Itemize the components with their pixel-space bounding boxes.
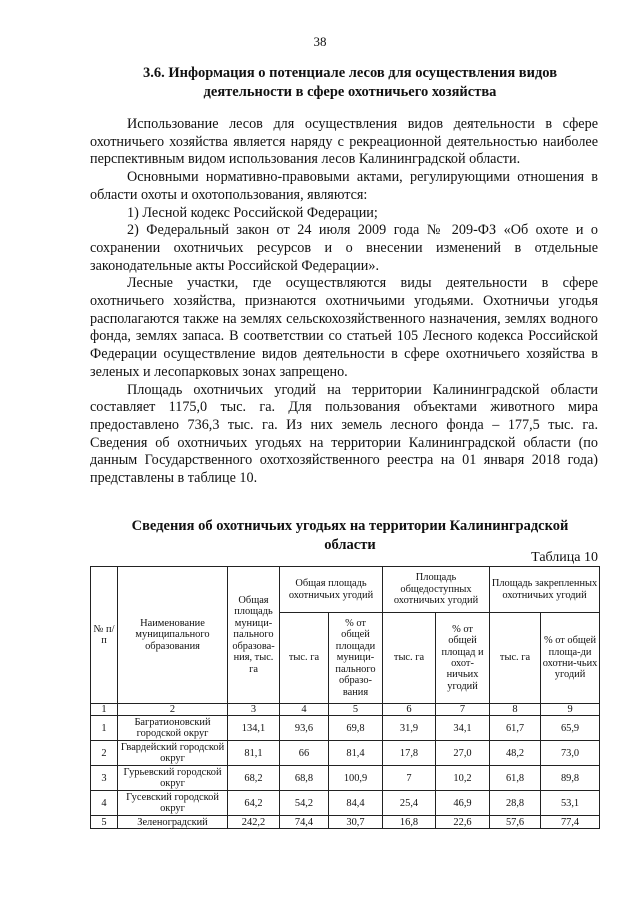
header-hunting-area: Общая площадь охотничьих угодий [280,567,383,613]
column-number: 3 [228,704,280,716]
hunting-area-cell: 54,2 [280,791,329,816]
public-pct-cell: 34,1 [436,716,490,741]
section-heading [100,64,600,102]
section-heading-line-2: деятельности в сфере охотничьего хозяйства [203,84,497,100]
total-area-cell: 64,2 [228,791,280,816]
row-number: 4 [91,791,118,816]
total-area-cell: 68,2 [228,766,280,791]
header-num: № п/п [91,567,118,704]
list-item-forest-code: 1) Лесной кодекс Российской Федерации; [127,204,378,221]
column-number: 9 [541,704,600,716]
column-numbers-row [91,704,600,716]
header-hunting-unit: тыс. га [280,613,329,704]
table-title [100,517,600,555]
column-number: 5 [329,704,383,716]
assigned-area-cell: 48,2 [490,741,541,766]
table-header-row-1 [91,567,600,613]
municipality-name: Багратионовский городской округ [118,716,228,741]
table-row [91,716,600,741]
header-assigned-pct: % от общей площа-ди охотни-чьих угодий [541,613,600,704]
public-area-cell: 16,8 [383,816,436,829]
table-row [91,791,600,816]
row-number: 3 [91,766,118,791]
hunting-pct-cell: 100,9 [329,766,383,791]
header-name: Наименование муниципального образования [118,567,228,704]
total-area-cell: 134,1 [228,716,280,741]
paragraph-legal-acts: Основными нормативно-правовыми актами, регулирующими отношения в области охоты и охотопользования, являются: [90,169,598,203]
table-row [91,766,600,791]
assigned-area-cell: 57,6 [490,816,541,829]
hunting-area-cell: 68,8 [280,766,329,791]
table-title-line-1: Сведения об охотничьих угодьях на территории Калининградской [131,518,569,534]
public-pct-cell: 22,6 [436,816,490,829]
total-area-cell: 242,2 [228,816,280,829]
table-row [91,741,600,766]
hunting-area-cell: 74,4 [280,816,329,829]
assigned-pct-cell: 73,0 [541,741,600,766]
hunting-pct-cell: 69,8 [329,716,383,741]
assigned-pct-cell: 89,8 [541,766,600,791]
column-number: 2 [118,704,228,716]
public-area-cell: 7 [383,766,436,791]
column-number: 7 [436,704,490,716]
total-area-cell: 81,1 [228,741,280,766]
municipality-name: Зеленоградский [118,816,228,829]
paragraph-forest-plots: Лесные участки, где осуществляются виды деятельности в сфере охотничьего хозяйства, признаются охотничьими угодьями. Охотничьи угодья располагаются также на землях сельскохозяйственного назначения, землях водного фонда, землях запаса. В соответствии со статьей 105 Лесного кодекса Российской Федерации осуществление видов деятельности в сфере охотничьего хозяйства в зеленых и лесопарковых зонах запрещено. [90,275,598,380]
row-number: 1 [91,716,118,741]
section-heading-line-1: 3.6. Информация о потенциале лесов для осуществления видов [142,65,558,81]
assigned-area-cell: 28,8 [490,791,541,816]
hunting-area-cell: 93,6 [280,716,329,741]
hunting-pct-cell: 84,4 [329,791,383,816]
header-total-area: Общая площадь муници-пального образова-ния, тыс. га [228,567,280,704]
column-number: 1 [91,704,118,716]
table-title-line-2: области [324,537,376,553]
assigned-area-cell: 61,7 [490,716,541,741]
public-pct-cell: 46,9 [436,791,490,816]
list-item-federal-law: 2) Федеральный закон от 24 июля 2009 года № 209-ФЗ «Об охоте и о сохранении охотничьих ресурсов и о внесении изменений в отдельные законодательные акты Российской Федерации». [90,222,598,274]
header-public-area: Площадь общедоступных охотничьих угодий [383,567,490,613]
municipality-name: Гурьевский городской округ [118,766,228,791]
table-label: Таблица 10 [531,550,598,565]
public-pct-cell: 10,2 [436,766,490,791]
hunting-area-cell: 66 [280,741,329,766]
public-pct-cell: 27,0 [436,741,490,766]
public-area-cell: 31,9 [383,716,436,741]
header-public-pct: % от общей площад и охот-ничьих угодий [436,613,490,704]
row-number: 2 [91,741,118,766]
header-public-unit: тыс. га [383,613,436,704]
assigned-pct-cell: 53,1 [541,791,600,816]
table-row [91,816,600,829]
body-text [90,116,598,488]
public-area-cell: 25,4 [383,791,436,816]
header-assigned-area: Площадь закрепленных охотничьих угодий [490,567,600,613]
hunting-grounds-table [90,566,600,829]
public-area-cell: 17,8 [383,741,436,766]
municipality-name: Гусевский городской округ [118,791,228,816]
column-number: 4 [280,704,329,716]
paragraph-hunting-area: Площадь охотничьих угодий на территории Калининградской области составляет 1175,0 тыс. га. Для пользования объектами животного мира предоставлено 736,3 тыс. га. Из них земель лесного фонда – 177,5 тыс. га. Сведения об охотничьих угодьях на территории Калининградской области (по данным Государственного охотхозяйственного реестра на 01 января 2018 года) представлены в таблице 10. [90,381,598,487]
hunting-pct-cell: 81,4 [329,741,383,766]
column-number: 8 [490,704,541,716]
assigned-pct-cell: 77,4 [541,816,600,829]
municipality-name: Гвардейский городской округ [118,741,228,766]
row-number: 5 [91,816,118,829]
assigned-pct-cell: 65,9 [541,716,600,741]
column-number: 6 [383,704,436,716]
hunting-pct-cell: 30,7 [329,816,383,829]
paragraph-forest-use: Использование лесов для осуществления видов деятельности в сфере охотничьего хозяйства является наряду с рекреационной деятельностью наиболее перспективным видом использования лесов Калининградской области. [90,116,598,168]
header-assigned-unit: тыс. га [490,613,541,704]
assigned-area-cell: 61,8 [490,766,541,791]
page-number: 38 [313,34,327,49]
header-hunting-pct: % от общей площади муници-пального образо-вания [329,613,383,704]
